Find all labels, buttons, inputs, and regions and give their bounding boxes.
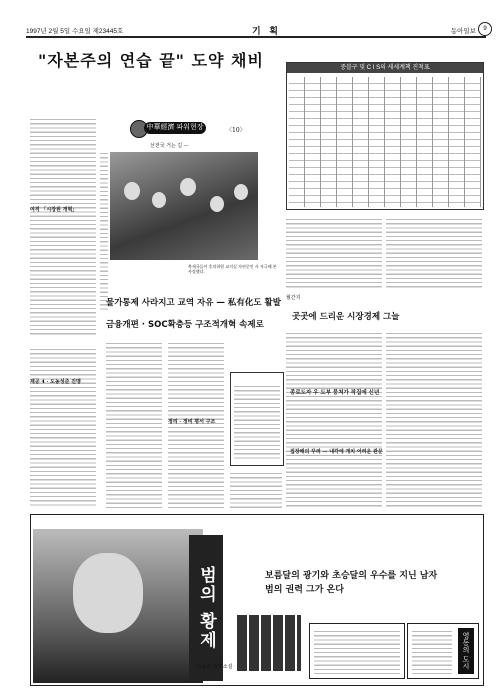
ad-slogan-line-1: 보름달의 광기와 초승달의 우수를 지닌 남자 (265, 571, 438, 581)
book-advertisement (30, 514, 484, 686)
series-badge-label: 中華經濟 파워현장 (144, 122, 206, 134)
headline-2: 금융개편 · SOC확충등 구조적개혁 속제로 (106, 320, 264, 330)
section-head: 정리 · 정비 평서 구조 (168, 419, 216, 425)
series-badge (130, 120, 246, 138)
side-book-title: 영동의 도시 (458, 628, 474, 674)
right-subhead-2: 집장해의 꾸려 — 내각에 개치 어려운 관문 (290, 449, 383, 455)
book-title: 범의 황제 (189, 535, 223, 681)
body-column-1b (30, 346, 96, 506)
side-box (230, 372, 284, 466)
byline: 선전국 거는 길 — (150, 143, 189, 149)
table-title: 중블구 및 C I S의 새세계책 진척표 (287, 63, 483, 73)
body-column-right-4 (386, 330, 482, 508)
right-subhead: 종로도자 우 도부 뭉쳐가 작집에 신년 (290, 390, 380, 396)
ad-promo-box (309, 623, 405, 679)
ad-slogan (265, 569, 475, 597)
body-column-2 (100, 150, 108, 310)
body-column-right-3 (286, 330, 382, 508)
data-table (286, 62, 484, 210)
series-number: 〈10〉 (226, 127, 246, 134)
body-column-right-1 (286, 216, 382, 288)
section-label: 월간지 (286, 295, 301, 301)
photo-caption: 북제국들이 후의하원 교지실 자연중인 사 자극해 본 사정했다. (188, 264, 277, 274)
book-stack (237, 615, 301, 671)
headline-1: 물가통제 사라지고 교역 자유 — 私有化도 활발 (106, 298, 281, 308)
body-column-5 (230, 470, 282, 508)
body-column-3 (106, 340, 162, 508)
section-head: 제공 4 · 도농성준 진맹 (30, 379, 81, 385)
issue-date: 1997년 2월 5일 수요일 제23445호 (26, 28, 124, 35)
section-title: 기 획 (252, 26, 281, 36)
page-number: 9 (478, 22, 492, 36)
paper-name: 동아일보 (450, 28, 476, 35)
page-header (26, 24, 486, 38)
article-title: "자본주의 연습 끝" 도약 채비 (38, 51, 264, 70)
section-head: 여직 「시장원 개혁」 (30, 207, 78, 213)
article-photo (110, 152, 258, 260)
author-name: 이윤호 장편소설 (197, 664, 233, 670)
body-column-right-2 (386, 216, 482, 288)
ad-slogan-line-2: 범의 권력 그가 온다 (265, 585, 344, 595)
right-headline: 곳곳에 드리운 시장경제 그늘 (292, 312, 400, 322)
author-photo (33, 529, 203, 683)
body-column-1 (30, 116, 96, 336)
ad-side-box (407, 623, 479, 679)
